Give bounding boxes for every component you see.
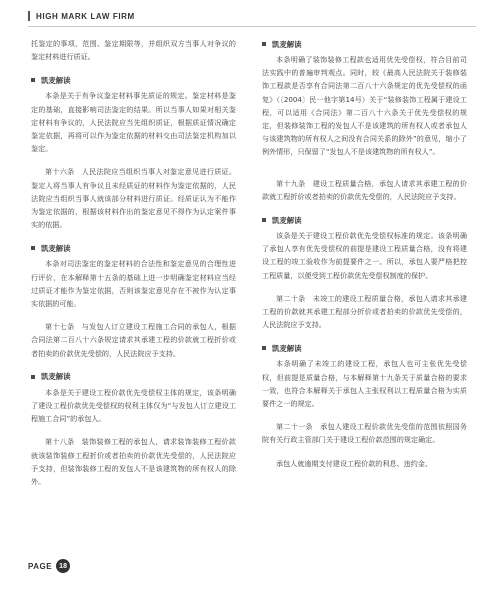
square-bullet-icon bbox=[31, 78, 35, 82]
running-header bbox=[28, 10, 135, 22]
square-bullet-icon bbox=[262, 218, 266, 222]
left-column bbox=[31, 37, 236, 488]
article-21: 第二十一条 承包人建设工程价款优先受偿的范围依照国务院有关行政主管部门关于建设工程价款范围的规定确定。 bbox=[262, 422, 467, 445]
square-bullet-icon bbox=[262, 346, 266, 350]
page-label: PAGE bbox=[28, 561, 53, 571]
note-heading bbox=[31, 73, 236, 87]
paragraph-continues: 承包人就逾期支付建设工程价款的利息、违约金、 bbox=[276, 458, 433, 468]
note-heading bbox=[262, 37, 467, 51]
note-heading bbox=[31, 241, 236, 255]
note-text: 本条明确了未竣工的建设工程，承包人也可主张优先受偿权，但前提是质量合格，与本解释第十九条关于质量合格的要求一致，也符合本解释关于承包人主张权利以工程质量合格为实质要件之一的规定。 bbox=[262, 359, 467, 409]
header-accent-bar bbox=[28, 11, 30, 21]
note-title: 凯麦解读 bbox=[272, 343, 302, 353]
paragraph-continued: 托鉴定的事项、范围、鉴定期限等，并组织双方当事人对争议的鉴定材料进行质证。 bbox=[31, 39, 236, 62]
note-heading bbox=[262, 341, 467, 355]
article-19: 第十九条 建设工程质量合格，承包人请求其承建工程的价款就工程折价或者拍卖的价款优先受偿的，人民法院应予支持。 bbox=[262, 178, 467, 201]
note-title: 凯麦解读 bbox=[272, 39, 302, 49]
page-number-badge: 18 bbox=[56, 559, 70, 573]
note-title: 凯麦解读 bbox=[272, 215, 302, 225]
square-bullet-icon bbox=[31, 375, 35, 379]
header-rule bbox=[28, 26, 476, 27]
article-17: 第十七条 与发包人订立建设工程施工合同的承包人，根据合同法第二百八十六条规定请求其承建工程的价款就工程折价或者拍卖的价款优先受偿的，人民法院应予支持。 bbox=[31, 322, 236, 358]
article-18: 第十八条 装饰装修工程的承包人，请求装饰装修工程价款就该装饰装修工程折价或者拍卖的价款优先受偿的，人民法院应予支持，但装饰装修工程的发包人不是该建筑物的所有权人的除外。 bbox=[31, 437, 236, 487]
article-20: 第二十条 未竣工的建设工程质量合格，承包人请求其承建工程的价款就其承建工程部分折价或者拍卖的价款优先受偿的，人民法院应予支持。 bbox=[262, 293, 467, 330]
note-text: 本条对司法鉴定的鉴定材料的合法性和鉴定意见的合理性进行评价，在本解释第十五条的基础上进一步明确鉴定材料应当经过质证才能作为鉴定依据，否则该鉴定意见存在不被作为认定事实依据的可能。 bbox=[31, 259, 236, 309]
square-bullet-icon bbox=[262, 42, 266, 46]
note-heading bbox=[262, 213, 467, 227]
square-bullet-icon bbox=[31, 246, 35, 250]
note-text: 该条是关于建设工程价款优先受偿权标准的规定。该条明确了承包人享有优先受偿权的前提是建设工程质量合格，没有将建设工程的竣工验收作为前提要件之一。所以，承包人要严格把控工程质量，以便受到工程价款优先受偿权制度的保护。 bbox=[262, 231, 467, 280]
page-footer bbox=[28, 559, 70, 573]
note-title: 凯麦解读 bbox=[41, 243, 71, 253]
note-title: 凯麦解读 bbox=[41, 372, 71, 382]
note-title: 凯麦解读 bbox=[41, 75, 71, 85]
note-text: 本条是关于有争议鉴定材料事先质证的规定。鉴定材料是鉴定的基础，直接影响司法鉴定的结果。所以当事人如果对相关鉴定材料有争议的，人民法院应当先组织质证，根据质证情况确定鉴定依据，再将可以作为鉴定依据的材料交由司法鉴定机构加以鉴定。 bbox=[31, 91, 236, 154]
header-title: HIGH MARK LAW FIRM bbox=[36, 11, 135, 21]
right-column bbox=[262, 37, 467, 470]
note-text: 本条是关于建设工程价款优先受偿权主体的规定，该条明确了建设工程价款优先受偿权的权利主体仅为“与发包人订立建设工程施工合同”的承包人。 bbox=[31, 387, 236, 424]
note-text: 本条明确了装饰装修工程款也适用优先受偿权，符合目前司法实践中的普遍审判观点。同时，较《最高人民法院关于装修装饰工程款是否享有合同法第二百八十六条规定的优先受偿权的函复》（〔2004〕民一他字第14号）关于“装修装饰工程属于建设工程，可以适用《合同法》第二百八十六条关于优先受偿权的规定，但装修装饰工程的发包人不是该建筑的所有权人或者承包人与该建筑物的所有权人之间没有合同关系的除外”的意见，缩小了例外情形，只保留了“发包人不是该建筑物的所有权人”。 bbox=[262, 55, 467, 157]
article-16: 第十六条 人民法院应当组织当事人对鉴定意见进行质证。鉴定人将当事人有争议且未经质证的材料作为鉴定依据的，人民法院应当组织当事人就该部分材料进行质证。经质证认为不能作为鉴定依据的，根据该材料作出的鉴定意见不得作为认定案件事实的依据。 bbox=[31, 167, 236, 230]
note-heading bbox=[31, 370, 236, 384]
